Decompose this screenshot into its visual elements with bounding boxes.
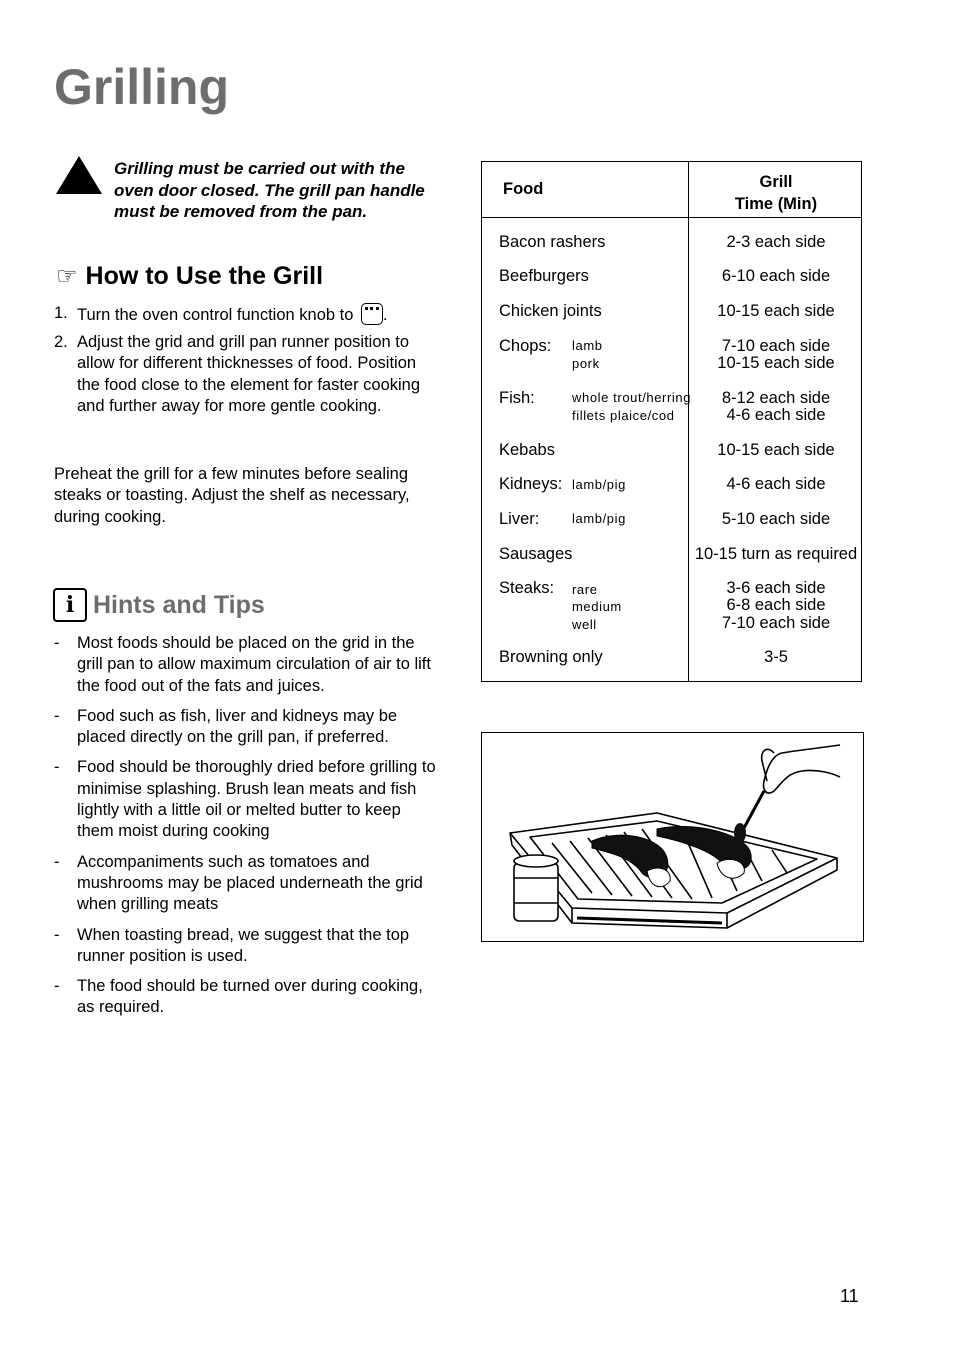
grill-time: 10-15 each side bbox=[717, 441, 835, 459]
step-1 bbox=[54, 303, 434, 326]
food-name: Liver: bbox=[499, 510, 540, 528]
tips-list bbox=[54, 633, 439, 1028]
hints-heading-text: Hints and Tips bbox=[93, 590, 265, 619]
grill-time: 8-12 each side bbox=[721, 389, 831, 407]
grill-function-icon bbox=[361, 303, 383, 325]
warning-triangle-icon bbox=[55, 155, 103, 195]
grill-time: 2-3 each side bbox=[726, 233, 826, 251]
list-item: - When toasting bread, we suggest that the top runner position is used. bbox=[54, 925, 410, 965]
grill-time: 10-15 each side bbox=[717, 302, 835, 320]
grill-time: 3-6 each side bbox=[726, 579, 826, 597]
food-variant: rare bbox=[572, 582, 598, 597]
food-name: Bacon rashers bbox=[499, 233, 606, 251]
page-title: Grilling bbox=[54, 59, 229, 115]
pointing-hand-icon: ☞ bbox=[56, 263, 78, 290]
table-header-food: Food bbox=[503, 180, 544, 198]
grill-time: 10-15 each side bbox=[717, 354, 835, 372]
list-item: - Food such as fish, liver and kidneys may be placed directly on the grill pan, if preferred. bbox=[54, 706, 398, 747]
grill-time: 10-15 turn as required bbox=[694, 545, 858, 563]
food-variant: pork bbox=[572, 356, 600, 371]
step-text: Adjust the grid and grill pan runner position to allow for different thicknesses of food. Position the food close to the element for faster cooking and further away for more gentle cooking. bbox=[77, 333, 421, 415]
food-variant: lamb/pig bbox=[572, 477, 626, 492]
grill-time: 3-5 bbox=[764, 648, 788, 666]
list-item: - Food should be thoroughly dried before grilling to minimise splashing. Brush lean meats and fish lightly with a little oil or melted butter to keep them moist during cooking bbox=[54, 758, 436, 841]
grill-pan-drawing bbox=[482, 733, 862, 940]
grill-time: 4-6 each side bbox=[726, 406, 826, 424]
food-variant: whole trout/herring bbox=[572, 390, 692, 405]
food-name: Fish: bbox=[499, 389, 535, 407]
step-2 bbox=[54, 332, 434, 417]
grill-time: 4-6 each side bbox=[726, 475, 826, 493]
table-divider bbox=[688, 161, 689, 682]
food-name: Chops: bbox=[499, 337, 552, 355]
food-variant: fillets plaice/cod bbox=[572, 408, 675, 423]
info-icon: i bbox=[53, 588, 87, 622]
food-variant: lamb/pig bbox=[572, 511, 626, 526]
table-divider bbox=[481, 217, 862, 218]
food-variant: medium bbox=[572, 599, 622, 614]
food-name: Browning only bbox=[499, 648, 603, 666]
howto-heading bbox=[56, 262, 323, 291]
list-item: - The food should be turned over during cooking, as required. bbox=[54, 977, 423, 1017]
grill-time: 5-10 each side bbox=[721, 510, 831, 528]
grill-time: 6-8 each side bbox=[726, 596, 826, 614]
step-number: 1. bbox=[54, 304, 68, 322]
hints-heading bbox=[53, 588, 265, 622]
step-text-end: . bbox=[383, 306, 388, 324]
howto-heading-text: How to Use the Grill bbox=[85, 262, 324, 290]
list-item: - Accompaniments such as tomatoes and mushrooms may be placed underneath the grid when grilling meats bbox=[54, 852, 423, 914]
grill-time: 7-10 each side bbox=[721, 614, 831, 632]
grill-time: 7-10 each side bbox=[721, 337, 831, 355]
food-variant: lamb bbox=[572, 338, 603, 353]
table-header-grill: Grill Time (Min) bbox=[734, 173, 818, 213]
grill-time: 6-10 each side bbox=[721, 267, 831, 285]
step-number: 2. bbox=[54, 333, 68, 351]
food-variant: well bbox=[572, 617, 597, 632]
food-name: Kebabs bbox=[499, 441, 555, 459]
preheat-paragraph: Preheat the grill for a few minutes before sealing steaks or toasting. Adjust the shelf as necessary, during cooking. bbox=[54, 465, 410, 526]
food-name: Sausages bbox=[499, 545, 573, 563]
list-item: - Most foods should be placed on the grid in the grill pan to allow maximum circulation of air to lift the food out of the fats and juices. bbox=[54, 634, 431, 695]
food-name: Kidneys: bbox=[499, 475, 563, 493]
page-number: 11 bbox=[840, 1286, 859, 1306]
food-name: Chicken joints bbox=[499, 302, 602, 320]
step-text: Turn the oven control function knob to bbox=[77, 306, 354, 324]
food-name: Steaks: bbox=[499, 579, 555, 597]
grill-pan-illustration bbox=[481, 732, 864, 942]
food-name: Beefburgers bbox=[499, 267, 589, 285]
warning-text: Grilling must be carried out with the oven door closed. The grill pan handle must be removed from the pan. bbox=[114, 159, 425, 221]
